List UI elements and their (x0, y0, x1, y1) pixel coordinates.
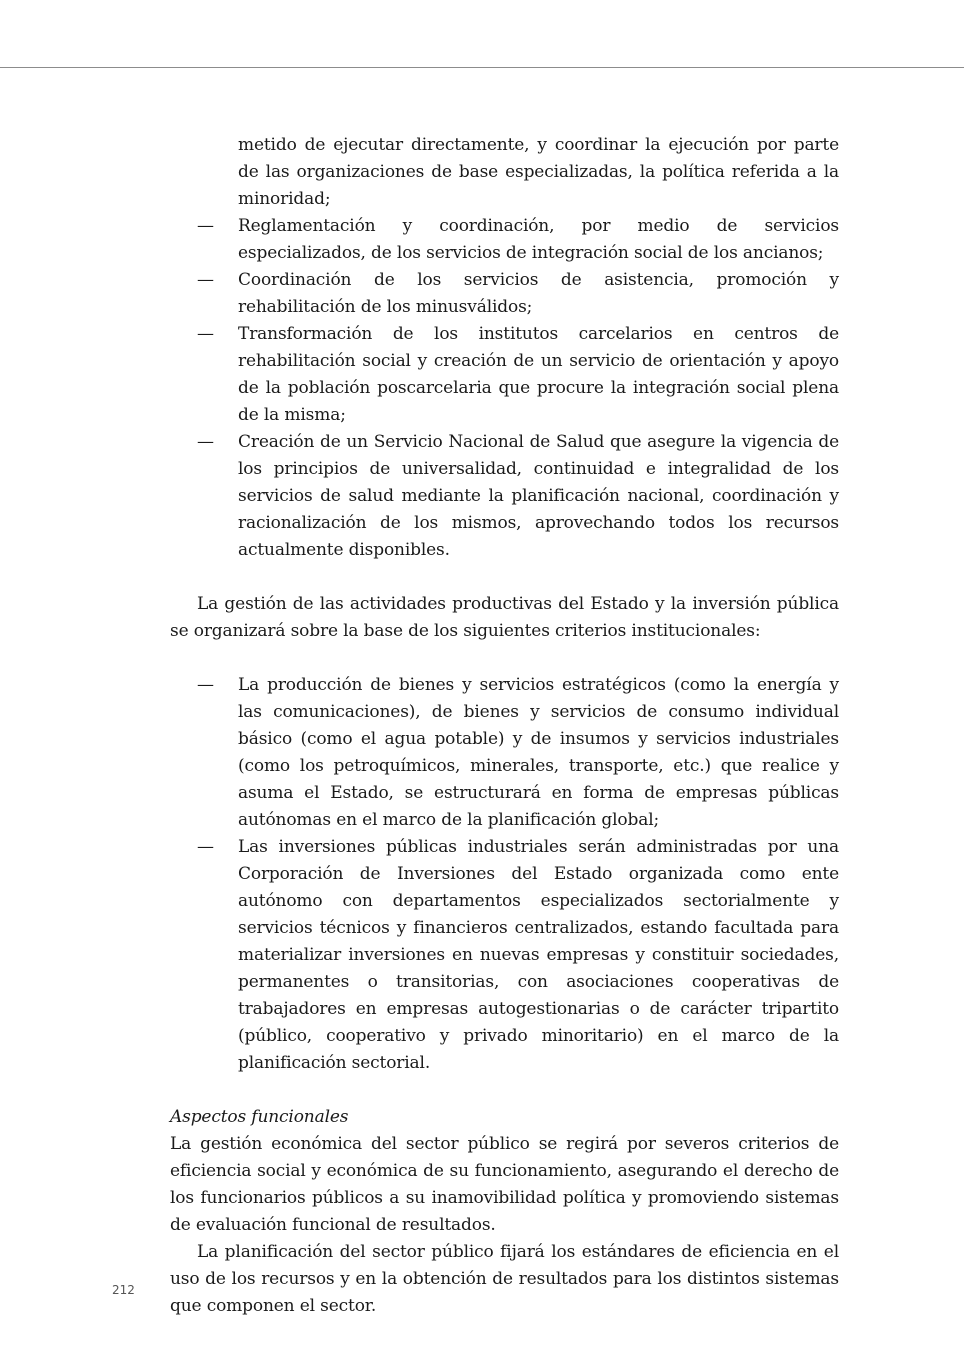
section-paragraph-1: La gestión económica del sector público se regirá por severos criterios de eficiencia social y económica de su funcionamiento, asegurando el derecho de los funcionarios públicos a su inamovibilidad política y promoviendo sistemas de evaluación funcional de resultados. (170, 1134, 839, 1235)
list-item (170, 267, 839, 321)
list-item-text: Creación de un Servicio Nacional de Salud que asegure la vigencia de los principios de universalidad, continuidad e integralidad de los servicios de salud mediante la planificación nacional, coordinación y racionalización de los mismos, aprovechando todos los recursos actualmente disponibles. (238, 432, 839, 560)
list-item-text: La producción de bienes y servicios estratégicos (como la energía y las comunicaciones), de bienes y servicios de consumo individual básico (como el agua potable) y de insumos y servicios industriales (como los petroquímicos, minerales, transporte, etc.) que realice y asuma el Estado, se estructurará en forma de empresas públicas autónomas en el marco de la planificación global; (238, 675, 839, 830)
dash-marker: — (197, 270, 214, 290)
paragraph-gestion: La gestión de las actividades productivas del Estado y la inversión pública se organizará sobre la base de los siguientes criterios institucionales: (170, 594, 839, 641)
body-text (170, 132, 839, 1320)
list-item (170, 429, 839, 564)
bullet-list-1 (170, 132, 839, 564)
list-item (170, 834, 839, 1077)
dash-marker: — (197, 324, 214, 344)
page-number: 212 (112, 1283, 135, 1297)
list-item (170, 213, 839, 267)
spacer (170, 1077, 839, 1104)
header-rule (0, 67, 964, 68)
section-heading: Aspectos funcionales (170, 1107, 349, 1127)
spacer (170, 645, 839, 672)
list-item-text: Transformación de los institutos carcelarios en centros de rehabilitación social y creación de un servicio de orientación y apoyo de la población poscarcelaria que procure la integración social plena de la misma; (238, 324, 839, 425)
bullet-list-2 (170, 672, 839, 1077)
dash-marker: — (197, 837, 214, 857)
dash-marker: — (197, 432, 214, 452)
dash-marker: — (197, 216, 214, 236)
list-item-text: Coordinación de los servicios de asistencia, promoción y rehabilitación de los minusválidos; (238, 270, 839, 317)
list-item (170, 321, 839, 429)
list-item-text: Las inversiones públicas industriales serán administradas por una Corporación de Inversiones del Estado organizada como ente autónomo con departamentos especializados sectorialmente y servicios técnicos y financieros centralizados, estando facultada para materializar inversiones en nuevas empresas y constituir sociedades, permanentes o transitorias, con asociaciones cooperativas de trabajadores en empresas autogestionarias o de carácter tripartito (público, cooperativo y privado minoritario) en el marco de la planificación sectorial. (238, 837, 839, 1073)
list-item-text: Reglamentación y coordinación, por medio de servicios especializados, de los servicios de integración social de los ancianos; (238, 216, 839, 263)
list-continuation-text: metido de ejecutar directamente, y coordinar la ejecución por parte de las organizaciones de base especializadas, la política referida a la minoridad; (238, 135, 839, 209)
dash-marker: — (197, 675, 214, 695)
list-item (170, 672, 839, 834)
section-paragraph-2: La planificación del sector público fijará los estándares de eficiencia en el uso de los recursos y en la obtención de resultados para los distintos sistemas que componen el sector. (170, 1242, 839, 1316)
spacer (170, 564, 839, 591)
